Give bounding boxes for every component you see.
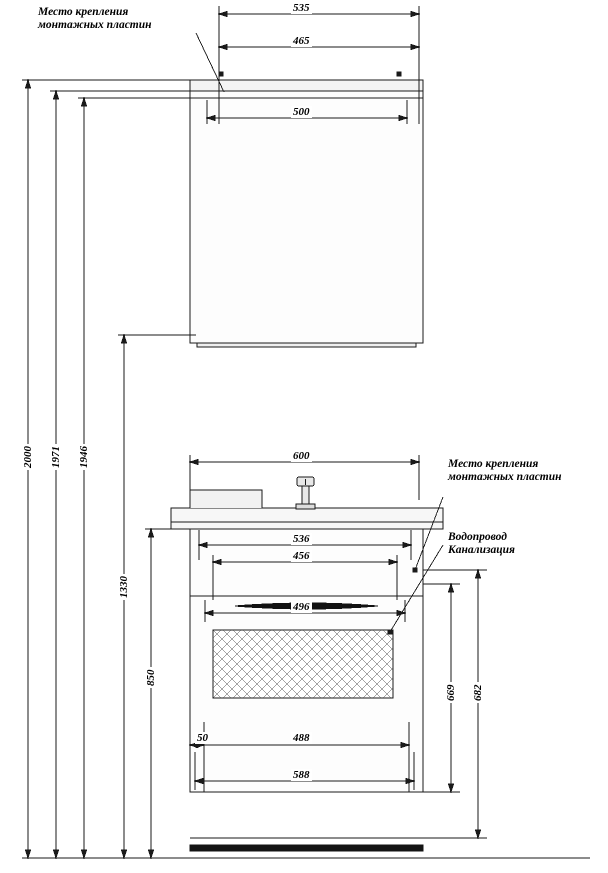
dim-label-536: 536 (293, 533, 310, 545)
dim-label-50: 50 (197, 732, 208, 744)
dim-label-496: 496 (293, 601, 310, 613)
mirror-cabinet-outline (190, 33, 423, 347)
dim-label-456: 456 (293, 550, 310, 562)
dimension-line-535 (219, 6, 419, 70)
note-mount-bottom-line-2: монтажных пластин (448, 471, 562, 483)
dimension-line-2000 (22, 80, 196, 858)
dim-label-488: 488 (293, 732, 310, 744)
dimension-line-682 (423, 570, 487, 838)
dim-label-682: 682 (472, 684, 484, 701)
dim-label-465: 465 (293, 35, 310, 47)
note-mount-bottom (448, 458, 562, 484)
dim-label-588: 588 (293, 769, 310, 781)
note-plumbing-line-2: Канализация (448, 544, 515, 556)
dim-label-1971: 1971 (50, 446, 62, 468)
dim-label-1946: 1946 (78, 446, 90, 468)
dim-label-535: 535 (293, 2, 310, 14)
note-mount-top-line-1: Место крепления (38, 6, 129, 18)
note-mount-top (38, 6, 152, 32)
dim-label-669: 669 (445, 684, 457, 701)
dim-label-600: 600 (293, 450, 310, 462)
note-plumbing-line-1: Водопровод (448, 531, 507, 543)
dimension-line-1971 (50, 91, 196, 858)
note-mount-top-line-2: монтажных пластин (38, 19, 152, 31)
dim-label-2000: 2000 (22, 446, 34, 468)
dim-label-1330: 1330 (118, 576, 130, 598)
dimension-line-1946 (78, 98, 196, 858)
note-plumbing (448, 531, 515, 557)
dimension-line-850 (145, 529, 196, 858)
dim-label-500: 500 (293, 106, 310, 118)
dim-label-850: 850 (145, 669, 157, 686)
note-mount-bottom-line-1: Место крепления (448, 458, 539, 470)
